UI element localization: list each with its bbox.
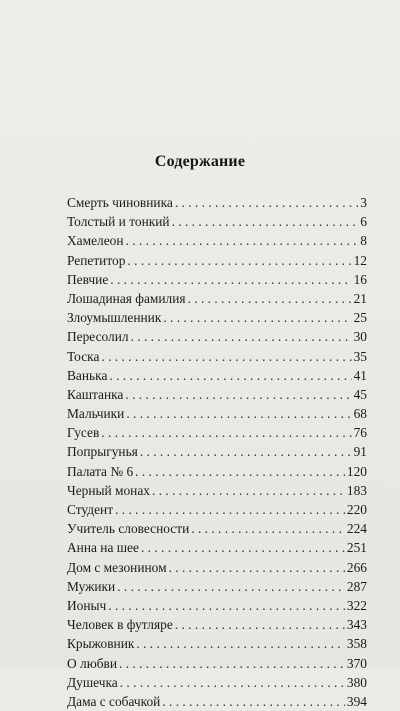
dot-leader (135, 462, 345, 481)
toc-entry-page: 183 (346, 482, 367, 498)
toc-entry (67, 615, 367, 634)
toc-entry-page: 224 (346, 521, 367, 537)
toc-entry-title: Ионыч (67, 597, 107, 613)
dot-leader (191, 519, 345, 538)
toc-entry-page: 41 (353, 367, 367, 383)
toc-entry (67, 692, 367, 711)
toc-entry-page: 370 (346, 655, 367, 671)
toc-entry-title: Анна на шее (67, 540, 139, 556)
toc-entry-page: 287 (346, 578, 367, 594)
dot-leader (115, 500, 345, 519)
toc-entry-page: 16 (353, 271, 367, 287)
toc-entry (67, 634, 367, 653)
toc-entry (67, 673, 367, 692)
toc-entry-page: 30 (353, 329, 367, 345)
toc-entry-page: 91 (353, 444, 367, 460)
toc-entry (67, 212, 367, 231)
toc-entry-page: 21 (353, 290, 367, 306)
toc-entry-page: 6 (360, 214, 367, 230)
toc-entry (67, 193, 367, 212)
toc-entry (67, 577, 367, 596)
dot-leader (125, 385, 351, 404)
toc-entry-page: 45 (353, 386, 367, 402)
toc-entry (67, 289, 367, 308)
dot-leader (169, 558, 345, 577)
toc-entry-title: Мальчики (67, 406, 125, 422)
toc-entry-page: 12 (353, 252, 367, 268)
toc-entry-page: 220 (346, 502, 367, 517)
toc-entry (67, 481, 367, 500)
toc-entry-title: Душечка (67, 674, 118, 690)
toc-entry-page: 120 (346, 463, 367, 479)
toc-entry (67, 558, 367, 577)
toc-entry-page: 343 (346, 617, 367, 633)
toc-entry (67, 251, 367, 270)
dot-leader (175, 615, 345, 634)
toc-entry-title: Лошадиная фамилия (67, 290, 186, 306)
dot-leader (126, 404, 351, 423)
toc-entry (67, 385, 367, 404)
dot-leader (110, 270, 351, 289)
dot-leader (172, 212, 359, 231)
toc-entry-title: Палата № 6 (67, 463, 134, 479)
dot-leader (126, 231, 359, 250)
toc-entry-page: 35 (353, 348, 367, 364)
toc-entry-title: Студент (67, 502, 114, 517)
dot-leader (152, 481, 345, 500)
dot-leader (175, 193, 358, 212)
toc-entry-title: Гусев (67, 425, 100, 441)
toc-entry (67, 654, 367, 673)
toc-entry-title: Мужики (67, 578, 116, 594)
toc-entry (67, 327, 367, 346)
toc-entry-title: Тоска (67, 348, 100, 364)
toc-entry (67, 231, 367, 250)
table-of-contents (67, 193, 367, 711)
toc-entry-title: Репетитор (67, 252, 126, 268)
toc-entry-title: Попрыгунья (67, 444, 138, 460)
dot-leader (140, 442, 352, 461)
toc-entry-title: Дама с собачкой (67, 693, 161, 709)
toc-entry-page: 3 (360, 195, 367, 210)
dot-leader (131, 327, 352, 346)
page-title: Содержание (154, 153, 246, 170)
toc-entry-title: Крыжовник (67, 636, 135, 652)
toc-entry-page: 25 (353, 310, 367, 326)
dot-leader (117, 577, 345, 596)
dot-leader (120, 673, 345, 692)
dot-leader (109, 366, 351, 385)
toc-entry-page: 251 (346, 540, 367, 556)
toc-entry-page: 358 (346, 636, 367, 652)
dot-leader (108, 596, 345, 615)
toc-entry-title: Злоумышленник (67, 310, 162, 326)
toc-entry (67, 423, 367, 442)
dot-leader (136, 634, 345, 653)
toc-entry-title: Толстый и тонкий (67, 214, 170, 230)
toc-entry (67, 519, 367, 538)
toc-entry-title: Смерть чиновника (67, 195, 173, 210)
toc-entry-title: Пересолил (67, 329, 129, 345)
toc-entry-page: 8 (360, 233, 367, 249)
toc-entry-title: Певчие (67, 271, 109, 287)
toc-entry (67, 500, 367, 519)
toc-entry (67, 366, 367, 385)
toc-entry-title: Дом с мезонином (67, 559, 167, 575)
dot-leader (127, 251, 351, 270)
toc-entry-page: 76 (353, 425, 367, 441)
toc-entry-page: 322 (346, 597, 367, 613)
toc-entry (67, 442, 367, 461)
dot-leader (163, 308, 351, 327)
toc-entry-title: Хамелеон (67, 233, 124, 249)
toc-entry (67, 596, 367, 615)
toc-entry-page: 380 (346, 674, 367, 690)
toc-entry-title: Черный монах (67, 482, 150, 498)
toc-entry-page: 394 (346, 693, 367, 709)
dot-leader (101, 347, 351, 366)
toc-entry (67, 270, 367, 289)
toc-entry (67, 404, 367, 423)
dot-leader (188, 289, 352, 308)
toc-entry-title: Человек в футляре (67, 617, 173, 633)
toc-entry-title: О любви (67, 655, 118, 671)
toc-entry (67, 538, 367, 557)
dot-leader (119, 654, 345, 673)
toc-entry (67, 347, 367, 366)
dot-leader (101, 423, 351, 442)
toc-entry (67, 462, 367, 481)
dot-leader (162, 692, 345, 711)
toc-entry-page: 266 (346, 559, 367, 575)
toc-entry-title: Учитель словесности (67, 521, 190, 537)
toc-entry-title: Каштанка (67, 386, 124, 402)
dot-leader (141, 538, 345, 557)
toc-entry-page: 68 (353, 406, 367, 422)
toc-entry (67, 308, 367, 327)
toc-entry-title: Ванька (67, 367, 108, 383)
